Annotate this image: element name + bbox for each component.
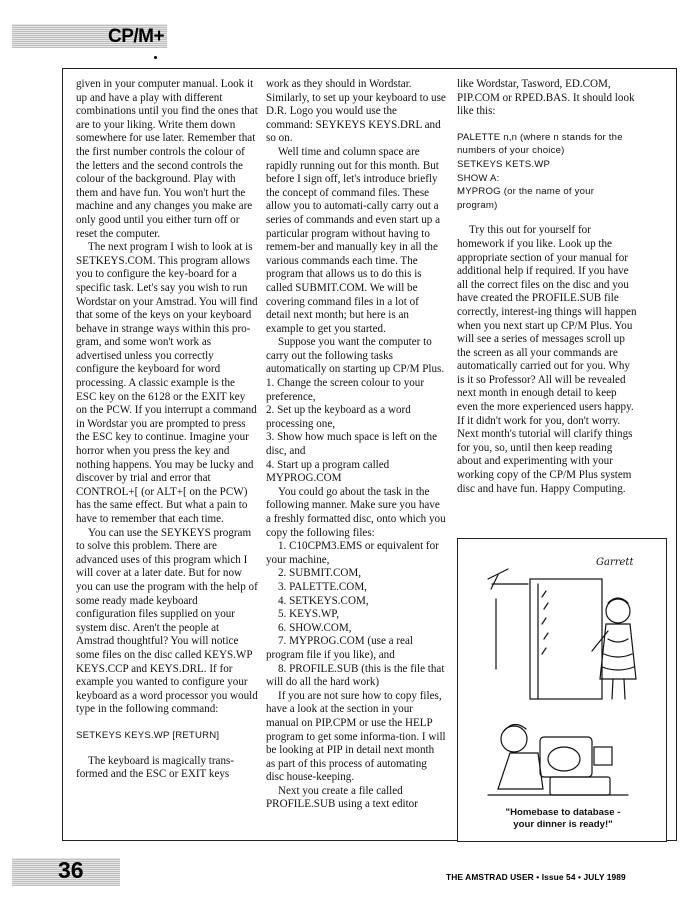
article-column-3 <box>457 78 637 496</box>
caption-line: "Homebase to database - <box>505 807 621 818</box>
computer-keyboard <box>550 777 610 795</box>
code-line: SETKEYS KEYS.WP [RETURN] <box>76 729 220 741</box>
list-item: 2. SUBMIT.COM, <box>278 567 362 580</box>
woman-dress <box>600 624 636 679</box>
woman-arm <box>592 631 608 651</box>
paragraph: Next you create a file called PROFILE.SUB using a text editor <box>266 784 418 811</box>
paragraph: work as they should in Wordstar. Similarly, to set up your keyboard to use D.R. Logo you would use the command: SEYKEYS KEYS.DRL and so on. <box>266 78 446 145</box>
woman-head <box>606 599 630 623</box>
publication-footer: THE AMSTRAD USER • Issue 54 • JULY 1989 <box>446 872 626 882</box>
door-hatching <box>542 591 548 654</box>
man-body <box>498 753 543 789</box>
woman-leg <box>624 679 625 699</box>
computer-screen <box>548 747 580 771</box>
lamp-line <box>488 569 508 579</box>
spacer <box>457 119 637 131</box>
spacer <box>457 212 637 224</box>
article-column-1 <box>76 78 258 782</box>
paragraph: If you are not sure how to copy files, have a look at the section in your manual on PIP.CPM or use the HELP program to get some informa-tion. I will be looking at PIP in detail next month as part of this process of automating disc house-keeping. <box>266 689 446 784</box>
list-item: 2. Set up the keyboard as a word processing one, <box>266 404 411 430</box>
paragraph: Well time and column space are rapidly running out for this month. But before I sign off, let's introduce briefly the concept of command files. These allow you to automati-cally carry out a series of commands and even start up a particular program without having to remem-ber and manually key in all the various commands each time. The program that allows us to do this is called SUBMIT.COM. We will be covering command files in a lot of detail next month; but here is an example to get you started. <box>266 145 441 335</box>
code-line: PALETTE n,n (where n stands for the numbers of your choice) <box>457 131 623 157</box>
list-item: 4. Start up a program called MYPROG.COM <box>266 458 390 485</box>
section-title: CP/M+ <box>108 26 165 47</box>
paragraph: You could go about the task in the following manner. Make sure you have a freshly formatted disc, onto which you copy the following files: <box>266 485 446 539</box>
cartoon-drawing <box>458 539 668 805</box>
paragraph: You can use the SEYKEYS program to solve this problem. There are advanced uses of this program which I will cover at a later date. But for now you can use the program with the help of some ready made keyboard configuration files supplied on your system disc. Aren't the people at Amstrad thoughtful? You will notice some files on the disc called KEYS.WP KEYS.CCP and KEYS.DRL. If for example you wanted to configure your keyboard as a word processor you would type in the following command: <box>76 526 258 716</box>
woman-leg <box>612 679 613 699</box>
cartoon-caption <box>458 807 668 831</box>
code-line: MYPROG (or the name of your program) <box>457 186 595 211</box>
code-line: SHOW A: <box>457 172 500 184</box>
paragraph: Suppose you want the computer to carry out the following tasks automatically on starting up CP/M Plus. <box>266 336 445 376</box>
dress-pattern <box>602 639 634 670</box>
list-item: 7. MYPROG.COM (use a real program file if you like), and <box>266 635 413 661</box>
paragraph: The keyboard is magically trans-formed and the ESC or EXIT keys <box>76 754 235 781</box>
paragraph: given in your computer manual. Look it up and have a play with different combinations until you find the ones that are to your liking. Write them down somewhere for use later. Remember that the first number controls the colour of the letters and the second controls the colour of the background. Play with them and have fun. You won't hurt the machine and any changes you make are only good until you either turn off or reset the computer. <box>76 78 258 240</box>
list-item: 5. KEYS.WP, <box>278 608 340 621</box>
article-column-2 <box>266 78 446 812</box>
list-item: 8. PROFILE.SUB (this is the file that will do all the hard work) <box>266 662 445 689</box>
header-dot <box>154 56 157 59</box>
list-item: 4. SETKEYS.COM, <box>278 594 369 607</box>
list-item: 3. Show how much space is left on the disc, and <box>266 431 437 458</box>
paragraph: like Wordstar, Tasword, ED.COM, PIP.COM or RPED.BAS. It should look like this: <box>457 78 635 118</box>
list-item: 1. Change the screen colour to your preference, <box>266 377 425 403</box>
list-item: 3. PALETTE.COM, <box>278 580 367 593</box>
caption-line: your dinner is ready!" <box>513 819 613 830</box>
cartoon-signature: Garrett <box>596 557 634 568</box>
disc-drive <box>594 747 612 765</box>
code-line: SETKEYS KETS.WP <box>457 158 551 170</box>
doorway <box>530 579 602 699</box>
cartoon-illustration <box>457 538 667 842</box>
paragraph: The next program I wish to look at is SETKEYS.COM. This program allows you to configure the key-board for a specific task. Let's say you wish to run Wordstar on your Amstrad. You will find that some of the keys on your keyboard behave in strange ways within this pro-gram, and some won't work as advertised unless you correctly configure the keyboard for word processing. A classic example is the ESC key on the 6128 or the EXIT key on the PCW. If you interrupt a command in Wordstar you are prompted to press the ESC key to continue. Imagine your horror when you press the key and nothing happens. You may be lucky and discover by trial and error that CONTROL+[ (or ALT+[ on the PCW) has the same effect. But what a pain to have to remember that each time. <box>76 241 258 525</box>
page-number: 36 <box>58 857 84 883</box>
paragraph: Try this out for yourself for homework if you like. Look up the appropriate section of your manual for additional help if required. If you have all the correct files on the disc and you have created the PROFILE.SUB file correctly, interest-ing things will happen when you next start up CP/M Plus. You will see a series of messages scroll up the screen as all your commands are automatically carried out for you. Why is it so Professor? All will be revealed next month in enough detail to keep even the more experienced users happy. If it didn't work for you, don't worry. Next month's tutorial will clarify things for you, so, until then keep reading about and experimenting with your working copy of the CP/M Plus system disc and have fun. Happy Computing. <box>457 224 637 495</box>
list-item: 6. SHOW.COM, <box>278 621 352 634</box>
spacer <box>76 743 258 755</box>
spacer <box>76 717 258 729</box>
list-item: 1. C10CPM3.EMS or equivalent for your machine, <box>266 540 439 566</box>
